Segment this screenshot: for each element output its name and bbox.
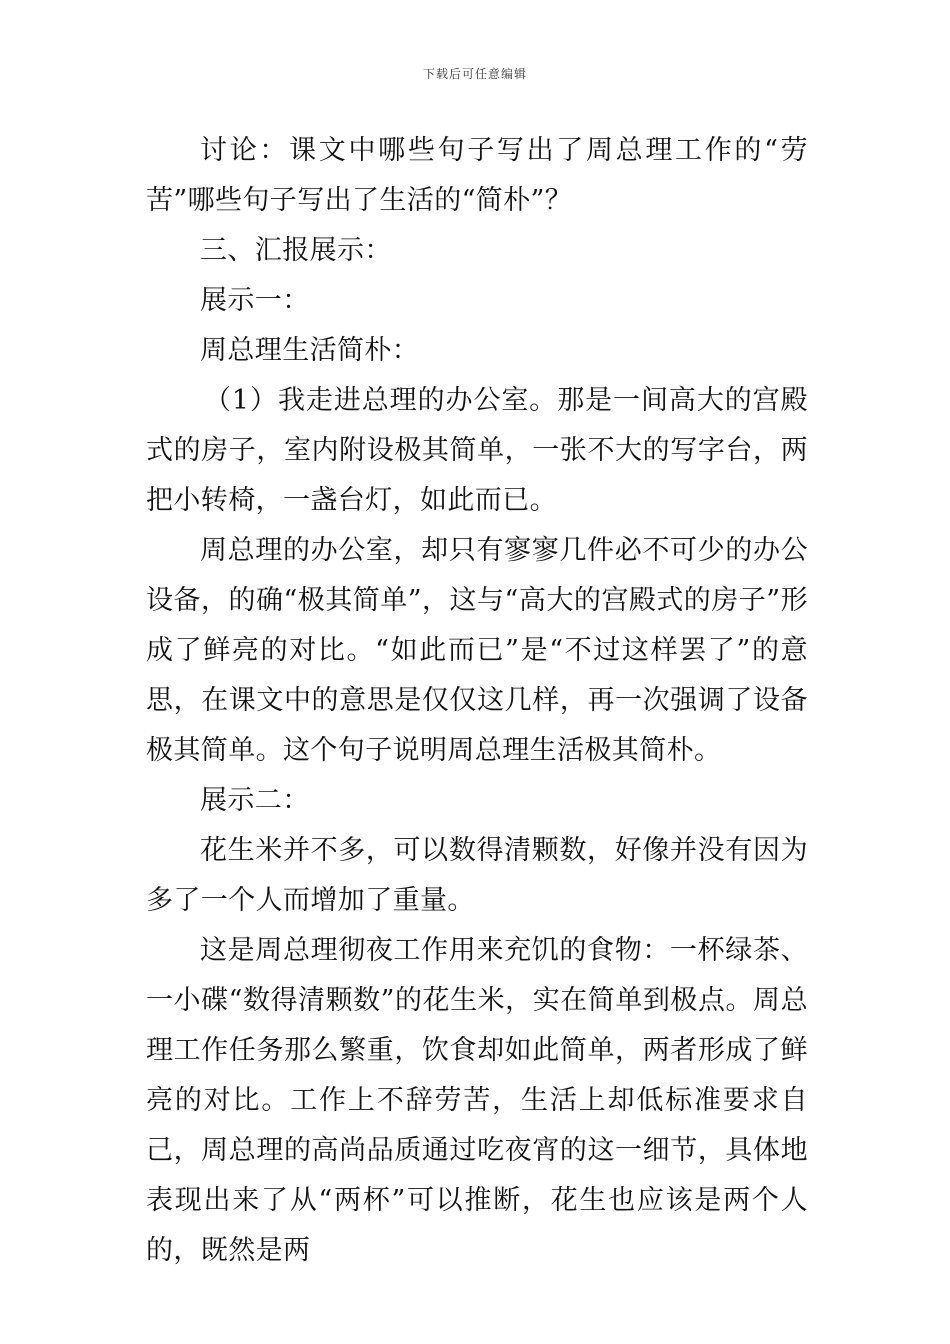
paragraph-showcase-one-label: 展示一：: [200, 285, 310, 316]
paragraph-showcase-two-label: 展示二：: [200, 785, 310, 816]
paragraph-quote-office: （1）我走进总理的办公室。那是一间高大的宫殿式的房子，室内附设极其简单，一张不大的写字台，两把小转椅，一盏台灯，如此而已。: [146, 385, 808, 516]
document-body: [146, 126, 808, 1276]
paragraph-quote-peanuts: 花生米并不多，可以数得清颗数，好像并没有因为多了一个人而增加了重量。: [146, 835, 808, 916]
paragraph-office-analysis: 周总理的办公室，却只有寥寥几件必不可少的办公设备，的确“极其简单”，这与“高大的宫殿式的房子”形成了鲜亮的对比。“如此而已”是“不过这样罢了”的意思，在课文中的意思是仅仅这几样，再一次强调了设备极其简单。这个句子说明周总理生活极其简朴。: [146, 535, 808, 766]
paragraph-discussion: 讨论：课文中哪些句子写出了周总理工作的“劳苦”哪些句子写出了生活的“简朴”？: [146, 135, 808, 216]
paragraph-simple-life-heading: 周总理生活简朴：: [200, 335, 420, 366]
page-header-note: 下载后可任意编辑: [422, 67, 527, 81]
paragraph-peanuts-analysis: 这是周总理彻夜工作用来充饥的食物：一杯绿茶、一小碟“数得清颗数”的花生米，实在简单到极点。周总理工作任务那么繁重，饮食却如此简单，两者形成了鲜亮的对比。工作上不辞劳苦，生活上却低标准要求自己，周总理的高尚品质通过吃夜宵的这一细节，具体地表现出来了从“两杯”可以推断，花生也应该是两个人的，既然是两: [146, 935, 808, 1266]
paragraph-section-heading: 三、汇报展示：: [200, 235, 392, 266]
